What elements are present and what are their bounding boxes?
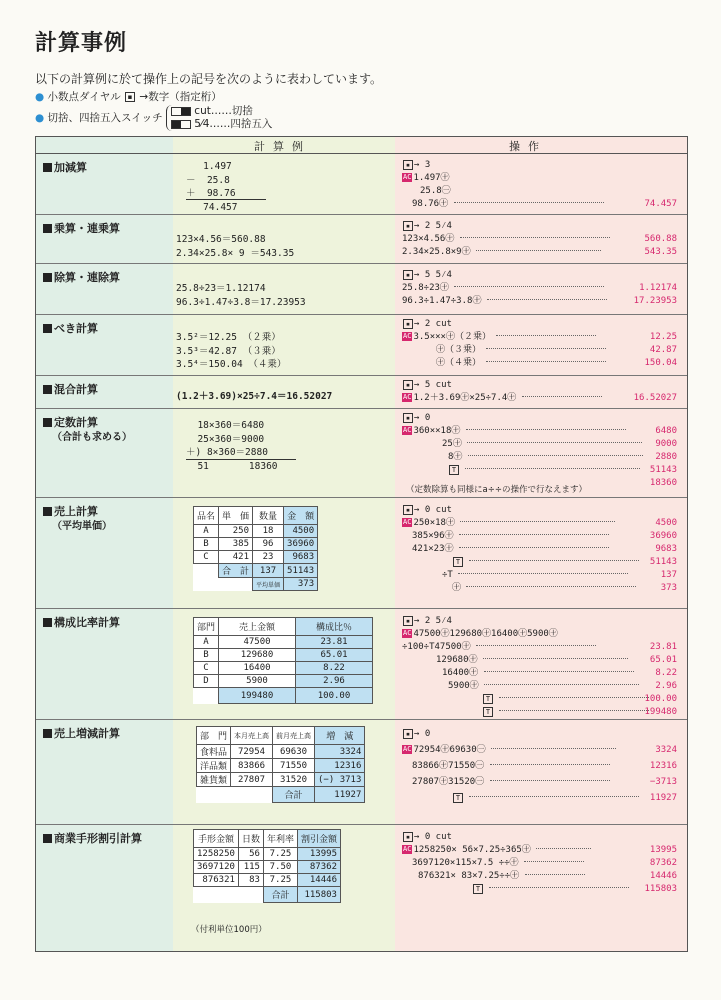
- section-bill-discount: [36, 825, 687, 951]
- section-sales: [36, 498, 687, 609]
- section-label: 売上計算: [43, 503, 98, 519]
- legend-brace: [166, 105, 272, 131]
- example-text: (1.2＋3.69)×25÷7.4＝16.52027: [176, 391, 333, 402]
- result-values: 560.88 543.35: [644, 234, 677, 257]
- result-values: 3324 12316 −3713 11927: [649, 745, 677, 803]
- header-row: [36, 137, 687, 154]
- result-value: 74.457: [644, 199, 677, 209]
- section-label: 構成比率計算: [43, 614, 120, 630]
- section-multiplication: [36, 215, 687, 264]
- bill-discount-table: 手形金額 日数 年利率 割引金額 1258250 56 7.25 13995 3697120 115 7.50 87362 876321 83 7.25 14446 合計 115803: [193, 829, 341, 903]
- section-label: 混合計算: [43, 381, 98, 397]
- sum-line: [186, 459, 296, 460]
- section-label: 加減算: [43, 159, 87, 175]
- result-values: 13995 87362 14446 115803: [644, 845, 677, 894]
- section-label: 乗算・連乗算: [43, 220, 120, 236]
- header-example: 計算例: [254, 140, 311, 153]
- switch-round-icon: [171, 120, 191, 129]
- section-label: 売上増減計算: [43, 725, 120, 741]
- section-label: べき計算: [43, 320, 98, 336]
- section-division: [36, 264, 687, 315]
- section-label: 定数計算: [43, 414, 98, 430]
- result-values: 12.25 42.87 150.04: [644, 332, 677, 368]
- section-note: （付利単位100円）: [191, 925, 267, 935]
- example-text: 25.8÷23＝1.12174 96.3÷1.47÷3.8＝17.23953: [176, 283, 306, 308]
- section-label: 商業手形割引計算: [43, 830, 142, 846]
- legend-switch-label: 切捨、四捨五入スイッチ: [47, 112, 163, 124]
- calculation-sheet: [35, 136, 688, 952]
- result-values: 1.12174 17.23953: [633, 283, 677, 306]
- ops-list: ▪ → 0 AC 360××18㊉ 25㊉ 8㊉ T: [402, 412, 643, 477]
- composition-table: 部門 売上金額 構成比％ A 47500 23.81 B 129680 65.01 C 16400 8.22 D 5900 2.96 199480 100.00: [193, 617, 373, 704]
- ops-list: ▪ → 2 5⁄4 AC 47500㊉129680㊉16400㊉5900㊉ ÷100÷T47500㊉ 129680㊉ 16400㊉ 5900㊉ T T: [402, 615, 649, 719]
- sales-change-table: 部 門 本月売上高 前月売上高 増 減 食料品 72954 69630 3324 洋品類 83866 71550 12316 雑貨類 27807 31520 (−) 3713 合計 11927: [196, 726, 365, 803]
- ops-list: ▪ → 5 5⁄4 25.8÷23㊉ 96.3÷1.47÷3.8㊉: [402, 269, 607, 308]
- section-sublabel: （平均単価）: [52, 521, 112, 532]
- ops-list: ▪ → 0 AC 72954㊉69630㊀ 83866㊉71550㊀ 27807㊉31520㊀ T: [402, 726, 639, 806]
- legend-decimal: [35, 89, 222, 104]
- section-mixed: [36, 376, 687, 409]
- section-sublabel: （合計も求める）: [52, 432, 132, 443]
- result-values: 23.81 65.01 8.22 2.96 100.00 199480: [644, 642, 677, 717]
- bullet-icon: ●: [35, 91, 45, 103]
- example-text: 123×4.56＝560.88 2.34×25.8× 9 ＝543.35: [176, 234, 295, 259]
- ops-list: ▪ → 0 cut AC 1258250× 56×7.25÷365㊉ 3697120×115×7.5 ÷÷㊉ 876321× 83×7.25÷÷㊉ T: [402, 831, 629, 896]
- intro-text: 以下の計算例に於て操作上の記号を次のように表わしています。: [35, 72, 383, 86]
- example-text: 18×360＝6480 25×360＝9000 ＋) 8×360＝2880 51 18360: [186, 420, 278, 472]
- sales-table: 品名 単 価 数量 金 額 A 250 18 4500 B 385 96 36960 C 421 23 9683 合 計 137 51143 平均単価 373: [193, 506, 318, 591]
- ops-list: ▪ → 0 cut AC 250×18㊉ 385×96㊉ 421×23㊉ T ÷T ㊉: [402, 504, 639, 595]
- ops-list: ▪ → 2 5⁄4 123×4.56㊉ 2.34×25.8×9㊉: [402, 220, 610, 259]
- legend-round: 5⁄4……四捨五入: [194, 118, 273, 130]
- section-note: （定数除算も同様にa÷÷の操作で行なえます）: [406, 485, 587, 495]
- section-power: [36, 315, 687, 376]
- example-text: 3.5²＝12.25 （２乗） 3.5³＝42.87 （３乗） 3.5⁴＝150.04 （４乗）: [176, 332, 287, 370]
- switch-cut-icon: [171, 107, 191, 116]
- section-composition: [36, 609, 687, 720]
- result-values: 4500 36960 9683 51143 137 373: [649, 518, 677, 593]
- example-text: 1.497 － 25.8 ＋ 98.76 74.457: [186, 161, 238, 213]
- page-title: 計算事例: [35, 31, 128, 56]
- legend-decimal-label: 小数点ダイヤル: [47, 91, 121, 103]
- legend-switch: [35, 105, 272, 131]
- section-constant: [36, 409, 687, 498]
- ops-list: ▪ → 3 AC 1.497㊉ 25.8㊀ 98.76㊉: [402, 159, 604, 211]
- section-addition: [36, 154, 687, 215]
- section-label: 除算・連除算: [43, 269, 120, 285]
- decimal-dial-icon: ▪: [125, 92, 135, 102]
- header-operation: 操作: [509, 140, 547, 153]
- ops-list: ▪ → 5 cut AC 1.2＋3.69㊉×25÷7.4㊉: [402, 379, 602, 405]
- legend-cut: cut……切捨: [194, 105, 253, 117]
- result-value: 16.52027: [633, 393, 677, 403]
- bullet-icon: ●: [35, 112, 45, 124]
- section-sales-change: [36, 720, 687, 825]
- sum-line: [186, 199, 266, 200]
- ops-list: ▪ → 2 cut AC 3.5×××㊉（２乗） ㊉（３乗） ㊉（４乗）: [402, 318, 606, 370]
- legend-decimal-desc: →数字（指定桁）: [139, 91, 222, 103]
- result-values: 6480 9000 2880 51143 18360: [649, 426, 677, 488]
